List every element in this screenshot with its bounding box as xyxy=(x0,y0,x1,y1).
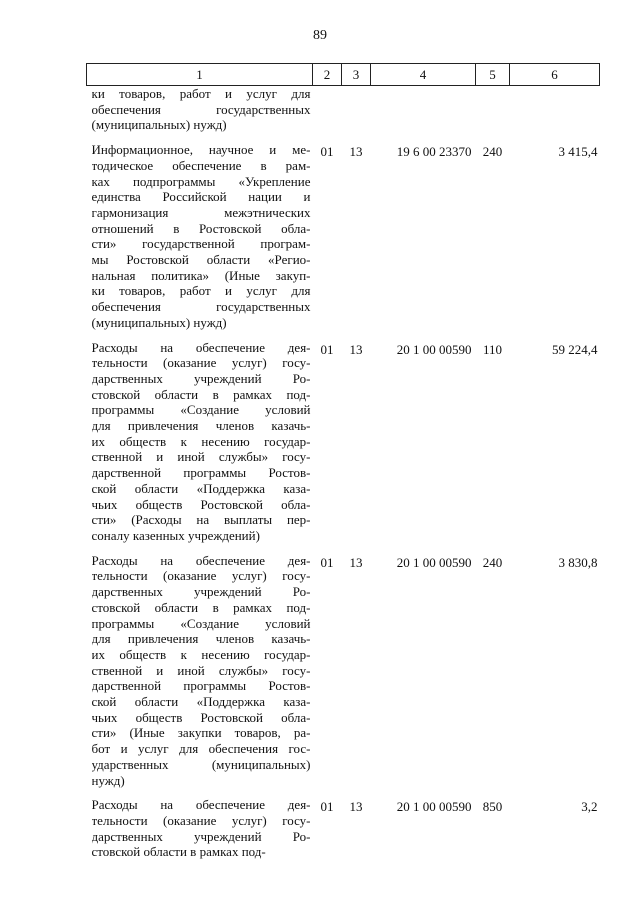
description-line: (муниципальных) нужд) xyxy=(91,117,227,133)
table-row xyxy=(87,553,600,789)
description-line: ки товаров, работ и услуг для xyxy=(91,283,311,299)
description-line: тельности (оказание услуг) госу- xyxy=(91,568,311,584)
row-section: 01 xyxy=(320,144,334,160)
page-number: 89 xyxy=(313,28,327,43)
description-line: гармонизация межэтнических xyxy=(91,204,311,220)
row-amount: 59 224,4 xyxy=(552,341,598,357)
row-description xyxy=(87,797,313,860)
header-cell-expense-type: 5 xyxy=(476,64,510,86)
description-line: дарственных учреждений Ро- xyxy=(91,370,311,386)
description-line: дарственной программы Ростов- xyxy=(91,465,311,481)
table-row xyxy=(87,340,600,544)
description-line: ударственных (муниципальных) xyxy=(91,756,311,772)
row-spacer-cell xyxy=(87,544,600,553)
row-spacer-cell xyxy=(87,331,600,340)
row-description xyxy=(87,86,313,134)
table-row xyxy=(87,86,600,134)
description-line: (муниципальных) нужд) xyxy=(91,314,227,330)
row-expense-type: 240 xyxy=(482,554,503,570)
description-line: тельности (оказание услуг) госу- xyxy=(91,812,311,828)
description-line: обеспечения государственных xyxy=(91,299,311,315)
description-line: ки товаров, работ и услуг для xyxy=(91,86,311,101)
row-spacer xyxy=(87,133,600,142)
description-line: чьих обществ Ростовской обла- xyxy=(91,709,311,725)
description-line: Расходы на обеспечение дея- xyxy=(91,797,311,813)
row-subsection: 13 xyxy=(349,799,363,815)
table-row xyxy=(87,142,600,330)
description-line: для привлечения членов казачь- xyxy=(91,418,311,434)
row-description xyxy=(87,340,313,544)
description-line: соналу казенных учреждений) xyxy=(91,527,260,543)
description-line: ской области «Поддержка каза- xyxy=(91,480,311,496)
header-row xyxy=(87,64,600,86)
description-line: тельности (оказание услуг) госу- xyxy=(91,355,311,371)
row-expense-type: 110 xyxy=(482,341,503,357)
description-line: Информационное, научное и ме- xyxy=(91,142,311,158)
description-line: нужд) xyxy=(91,772,125,788)
row-amount xyxy=(510,86,600,134)
row-target-item: 20 1 00 00590 xyxy=(396,554,472,570)
row-target-item: 20 1 00 00590 xyxy=(396,341,472,357)
row-section: 01 xyxy=(320,341,334,357)
header-cell-description: 1 xyxy=(87,64,313,86)
table-header xyxy=(87,64,600,86)
row-amount: 3,2 xyxy=(581,799,598,815)
row-description xyxy=(87,142,313,330)
description-line: ственной и иной службы» госу- xyxy=(91,662,311,678)
description-line: дарственных учреждений Ро- xyxy=(91,828,311,844)
row-expense-type: 850 xyxy=(482,799,503,815)
table-body xyxy=(87,86,600,861)
row-subsection: 13 xyxy=(349,144,363,160)
table-row xyxy=(87,797,600,860)
description-line: их обществ к несению государ- xyxy=(91,646,311,662)
row-target-item xyxy=(371,86,476,134)
row-spacer xyxy=(87,788,600,797)
description-line: мы Ростовской области «Регио- xyxy=(91,252,311,268)
row-subsection: 13 xyxy=(349,554,363,570)
description-line: ской области «Поддержка каза- xyxy=(91,694,311,710)
description-line: Расходы на обеспечение дея- xyxy=(91,552,311,568)
row-spacer xyxy=(87,544,600,553)
row-expense-type xyxy=(476,86,510,134)
description-line: ственной и иной службы» госу- xyxy=(91,449,311,465)
description-line: обеспечения государственных xyxy=(91,101,311,117)
row-section: 01 xyxy=(320,799,334,815)
description-line: их обществ к несению государ- xyxy=(91,433,311,449)
description-line: дарственных учреждений Ро- xyxy=(91,584,311,600)
description-line: чьих обществ Ростовской обла- xyxy=(91,496,311,512)
description-line: для привлечения членов казачь- xyxy=(91,631,311,647)
description-line: сти» государственной програм- xyxy=(91,236,311,252)
header-cell-amount: 6 xyxy=(510,64,600,86)
description-line: программы «Создание условий xyxy=(91,615,311,631)
description-line: стовской области в рамках под- xyxy=(91,599,311,615)
description-line: бот и услуг для обеспечения гос- xyxy=(91,741,311,757)
description-line: отношений в Ростовской обла- xyxy=(91,220,311,236)
description-line: стовской области в рамках под- xyxy=(91,386,311,402)
row-expense-type: 240 xyxy=(482,144,503,160)
description-line: сти» (Иные закупки товаров, ра- xyxy=(91,725,311,741)
header-cell-subsection: 3 xyxy=(342,64,371,86)
description-line: дарственной программы Ростов- xyxy=(91,678,311,694)
row-amount: 3 830,8 xyxy=(558,554,598,570)
row-spacer-cell xyxy=(87,788,600,797)
description-line: ках подпрограммы «Укрепление xyxy=(91,173,311,189)
description-line: стовской области в рамках под- xyxy=(91,844,266,860)
row-section: 01 xyxy=(320,554,334,570)
row-subsection xyxy=(342,86,371,134)
row-amount: 3 415,4 xyxy=(558,144,598,160)
header-cell-section: 2 xyxy=(313,64,342,86)
description-line: сти» (Расходы на выплаты пер- xyxy=(91,512,311,528)
row-spacer xyxy=(87,331,600,340)
description-line: Расходы на обеспечение дея- xyxy=(91,339,311,355)
row-spacer-cell xyxy=(87,133,600,142)
description-line: программы «Создание условий xyxy=(91,402,311,418)
row-description xyxy=(87,553,313,789)
row-section xyxy=(313,86,342,134)
description-line: нальная политика» (Иные закуп- xyxy=(91,267,311,283)
row-subsection: 13 xyxy=(349,341,363,357)
header-cell-target-item: 4 xyxy=(371,64,476,86)
budget-table xyxy=(86,63,600,860)
description-line: единства Российской нации и xyxy=(91,189,311,205)
row-target-item: 20 1 00 00590 xyxy=(396,799,472,815)
row-target-item: 19 6 00 23370 xyxy=(396,144,472,160)
description-line: тодическое обеспечение в рам- xyxy=(91,157,311,173)
